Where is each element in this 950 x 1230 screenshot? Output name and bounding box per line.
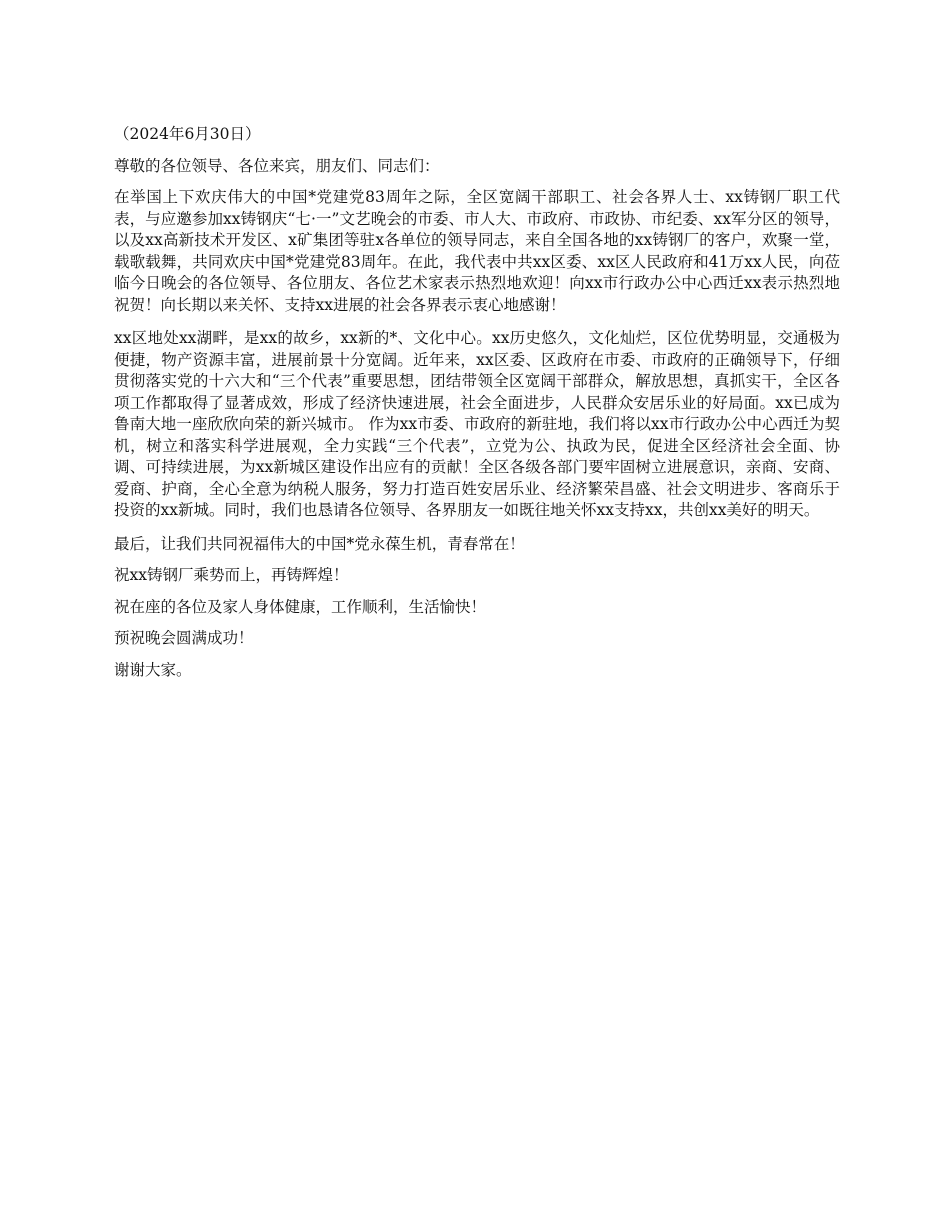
paragraph-district-overview: xx区地处xx湖畔，是xx的故乡，xx新的*、文化中心。xx历史悠久，文化灿烂，区位优势明显，交通极为便捷，物产资源丰富，进展前景十分宽阔。近年来，xx区委、区政府在市委、市政府的正确领导下，仔细贯彻落实党的十六大和“三个代表”重要思想，团结带领全区宽阔干部群众，解放思想，真抓实干，全区各项工作都取得了显著成效，形成了经济快速进展，社会全面进步，人民群众安居乐业的好局面。xx已成为鲁南大地一座欣欣向荣的新兴城市。 作为xx市委、市政府的新驻地，我们将以xx市行政办公中心西迁为契机，树立和落实科学进展观，全力实践“三个代表”，立党为公、执政为民，促进全区经济社会全面、协调、可持续进展，为xx新城区建设作出应有的贡献！全区各级各部门要牢固树立进展意识，亲商、安商、爱商、护商，全心全意为纳税人服务，努力打造百姓安居乐业、经济繁荣昌盛、社会文明进步、客商乐于投资的xx新城。同时，我们也恳请各位领导、各界朋友一如既往地关怀xx支持xx，共创xx美好的明天。 (114, 329, 840, 519)
speech-greeting: 尊敬的各位领导、各位来宾，朋友们、同志们： (114, 156, 440, 175)
paragraph-health-wish: 祝在座的各位及家人身体健康，工作顺利，生活愉快！ (114, 597, 487, 616)
paragraph-closing-blessing: 最后，让我们共同祝福伟大的中国*党永葆生机，青春常在！ (114, 534, 525, 553)
paragraph-factory-wish: 祝xx铸钢厂乘势而上，再铸辉煌！ (114, 566, 349, 584)
paragraph-gala-wish: 预祝晚会圆满成功！ (114, 629, 254, 647)
speech-date: （2024年6月30日） (114, 125, 261, 143)
document-body (114, 124, 840, 691)
paragraph-opening-welcome: 在举国上下欢庆伟大的中国*党建党83周年之际，全区宽阔干部职工、社会各界人士、xx铸钢厂职工代表，与应邀参加xx铸钢庆“七·一”文艺晚会的市委、市人大、市政府、市政协、市纪委、xx军分区的领导，以及xx高新技术开发区、x矿集团等驻x各单位的领导同志，来自全国各地的xx铸钢厂的客户，欢聚一堂，载歌载舞，共同欢庆中国*党建党83周年。在此，我代表中共xx区委、xx区人民政府和41万xx人民，向莅临今日晚会的各位领导、各位朋友、各位艺术家表示热烈地欢迎！向xx市行政办公中心西迁xx表示热烈地祝贺！向长期以来关怀、支持xx进展的社会各界表示衷心地感谢！ (114, 188, 840, 314)
paragraph-thanks: 谢谢大家。 (114, 660, 192, 679)
